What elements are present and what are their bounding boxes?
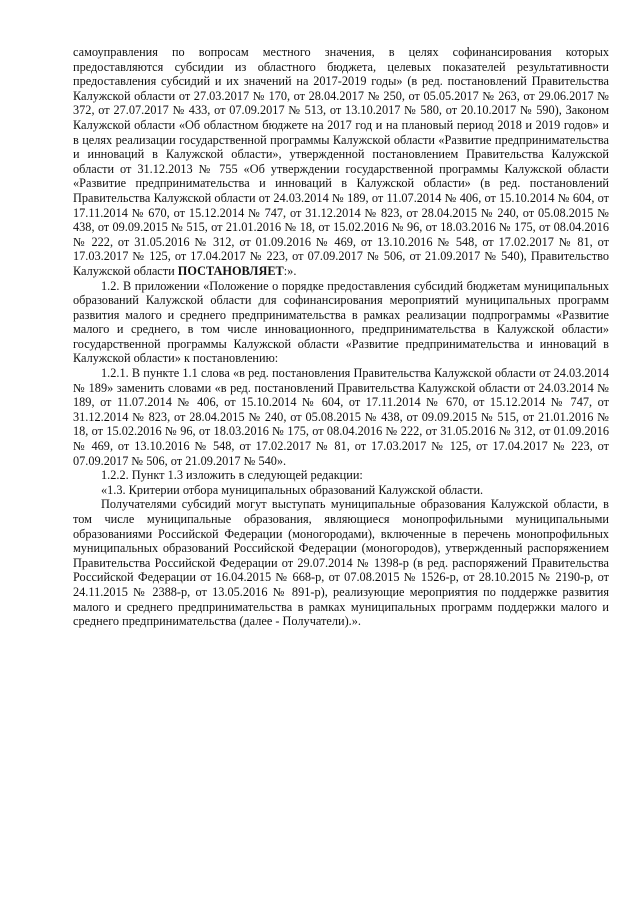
paragraph-preamble — [73, 45, 609, 279]
paragraph-recipients: Получателями субсидий могут выступать муниципальные образования Калужской области, в том числе муниципальные образования, являющиеся монопрофильными муниципальными образованиями Российской Федерации (моногородами), включенные в перечень монопрофильных муниципальных образований Российской Федерации (моногородов), утвержденный распоряжением Правительства Российской Федерации от 29.07.2014 № 1398-р (в ред. распоряжений Правительства Российской Федерации от 16.04.2015 № 668-р, от 07.08.2015 № 1526-р, от 28.10.2015 № 2190-р, от 24.11.2015 № 2388-р, от 13.05.2016 № 891-р), реализующие мероприятия по поддержке развития малого и среднего предпринимательства в рамках муниципальных программ поддержки малого и среднего предпринимательства (далее - Получатели).». — [73, 497, 609, 629]
paragraph-1-2-1: 1.2.1. В пункте 1.1 слова «в ред. постановления Правительства Калужской области от 24.03.2014 № 189» заменить словами «в ред. постановлений Правительства Калужской области от 24.03.2014 № 189, от 11.07.2014 № 406, от 15.10.2014 № 604, от 17.11.2014 № 670, от 15.12.2014 № 747, от 31.12.2014 № 823, от 28.04.2015 № 240, от 05.08.2015 № 438, от 09.09.2015 № 515, от 21.01.2016 № 18, от 15.02.2016 № 96, от 18.03.2016 № 175, от 08.04.2016 № 222, от 31.05.2016 № 312, от 01.09.2016 № 469, от 13.10.2016 № 548, от 17.02.2017 № 81, от 17.03.2017 № 125, от 17.04.2017 № 223, от 07.09.2017 № 506, от 21.09.2017 № 540». — [73, 366, 609, 468]
preamble-text: самоуправления по вопросам местного значения, в целях софинансирования которых предоставляются субсидии из областного бюджета, целевых показателей результативности предоставления субсидий и их значений на 2017-2019 годы» (в ред. постановлений Правительства Калужской области от 27.03.2017 № 170, от 28.04.2017 № 250, от 05.05.2017 № 263, от 29.06.2017 № 372, от 27.07.2017 № 433, от 07.09.2017 № 513, от 13.10.2017 № 580, от 20.10.2017 № 590), Законом Калужской области «Об областном бюджете на 2017 год и на плановый период 2018 и 2019 годов» и в целях реализации государственной программы Калужской области «Развитие предпринимательства и инноваций в Калужской области», утвержденной постановлением Правительства Калужской области от 31.12.2013 № 755 «Об утверждении государственной программы Калужской области «Развитие предпринимательства и инноваций в Калужской области» (в ред. постановлений Правительства Калужской области от 24.03.2014 № 189, от 11.07.2014 № 406, от 15.10.2014 № 604, от 17.11.2014 № 670, от 15.12.2014 № 747, от 31.12.2014 № 823, от 28.04.2015 № 240, от 05.08.2015 № 438, от 09.09.2015 № 515, от 21.01.2016 № 18, от 15.02.2016 № 96, от 18.03.2016 № 175, от 08.04.2016 № 222, от 31.05.2016 № 312, от 01.09.2016 № 469, от 13.10.2016 № 548, от 17.02.2017 № 81, от 17.03.2017 № 125, от 17.04.2017 № 223, от 07.09.2017 № 506, от 21.09.2017 № 540), Правительство Калужской области — [73, 45, 609, 278]
paragraph-1-2: 1.2. В приложении «Положение о порядке предоставления субсидий бюджетам муниципальных образований Калужской области для софинансирования мероприятий муниципальных программ развития малого и среднего предпринимательства в рамках реализации подпрограммы «Развитие малого и среднего, в том числе инновационного, предпринимательства в Калужской области» государственной программы Калужской области «Развитие предпринимательства и инноваций в Калужской области» к постановлению: — [73, 278, 609, 366]
paragraph-1-2-2: 1.2.2. Пункт 1.3 изложить в следующей редакции: — [101, 468, 363, 483]
preamble-tail: :». — [283, 263, 297, 278]
paragraph-1-3-heading: «1.3. Критерии отбора муниципальных образований Калужской области. — [101, 482, 484, 497]
document-body — [73, 45, 609, 629]
preamble-resolves: ПОСТАНОВЛЯЕТ — [177, 263, 284, 278]
